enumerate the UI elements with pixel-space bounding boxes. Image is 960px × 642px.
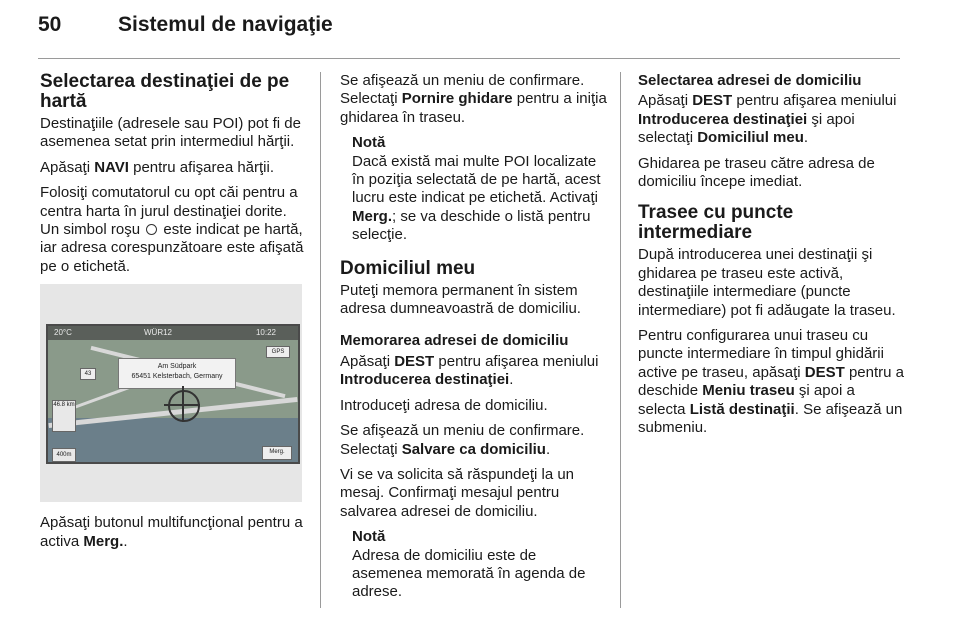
key-navi: NAVI — [94, 158, 129, 176]
gps-button: GPS — [266, 346, 290, 358]
map-area — [48, 340, 298, 462]
paragraph: Apăsaţi DEST pentru afişarea meniului Introducerea destinaţiei. — [340, 352, 599, 389]
note-block: Notă Dacă există mai multe POI localizate în poziţia selectată de pe hartă, acest lucru este indicat pe etichetă. Activaţi Merg.; se va deschide o listă pentru selecţie. — [352, 134, 601, 244]
paragraph: Apăsaţi DEST pentru afişarea meniului Introducerea destinaţiei şi apoi selectaţi Domiciliul meu. — [638, 92, 897, 147]
address-label: Am Südpark 65451 Kelsterbach, Germany — [118, 358, 236, 389]
road-number: 43 — [80, 368, 96, 380]
section-heading: Selectarea destinaţiei de pe hartă — [40, 71, 290, 112]
map-scale: 400m — [52, 448, 76, 462]
column-divider — [620, 72, 621, 608]
distance-readout: 46.8 km — [52, 400, 76, 432]
page-number: 50 — [38, 13, 62, 36]
subheading: Selectarea adresei de domiciliu — [638, 72, 862, 89]
map-display — [46, 324, 300, 464]
paragraph: Introduceţi adresa de domiciliu. — [340, 396, 548, 414]
note-title: Notă — [352, 528, 386, 546]
column-divider — [320, 72, 321, 608]
current-street: WÜR12 — [144, 328, 173, 338]
paragraph: Ghidarea pe traseu către adresa de domiciliu începe imediat. — [638, 154, 875, 191]
paragraph: Apăsaţi NAVI pentru afişarea hărţii. — [40, 158, 275, 176]
paragraph: Apăsaţi butonul multifuncţional pentru a activa Merg.. — [40, 514, 303, 550]
paragraph: După introducerea unei destinaţii şi ghidarea pe traseu este activă, destinaţiile intermediare (puncte intermediare) pot fi adăugate la traseu. — [638, 246, 896, 319]
paragraph: Pentru configurarea unui traseu cu puncte intermediare în timpul ghidării active pe traseu, apăsaţi DEST pentru a deschide Meniu traseu şi apoi a selecta Listă destinaţii. Se afişează un submeniu. — [638, 327, 904, 437]
paragraph: Puteţi memora permanent în sistem adresa dumneavoastră de domiciliu. — [340, 281, 581, 318]
screen-status-bar — [48, 326, 298, 340]
subheading: Memorarea adresei de domiciliu — [340, 332, 569, 350]
column-3 — [638, 72, 906, 445]
paragraph: Destinaţiile (adresele sau POI) pot fi de asemenea setat prin intermediul hărţii. — [40, 115, 301, 151]
page-title: Sistemul de navigaţie — [118, 13, 333, 36]
section-heading: Domiciliul meu — [340, 257, 476, 279]
header-rule — [38, 58, 900, 59]
page-header — [0, 0, 960, 56]
note-title: Notă — [352, 134, 386, 152]
clock: 10:22 — [255, 328, 276, 338]
navigation-screen-photo — [40, 284, 302, 502]
note-block: Notă Adresa de domiciliu este de asemenea memorată în agenda de adrese. — [352, 528, 586, 601]
merg-button: Merg. — [262, 446, 292, 460]
paragraph: Se afişează un meniu de confirmare. Selectaţi Salvare ca domiciliu. — [340, 422, 585, 458]
section-heading: Trasee cu puncte intermediare — [638, 202, 794, 244]
column-2 — [340, 72, 608, 602]
circle-symbol-icon — [146, 224, 157, 235]
crosshair-icon — [168, 390, 200, 422]
column-1 — [40, 72, 308, 558]
paragraph: Se afişează un meniu de confirmare. Selectaţi Pornire ghidare pentru a iniţia ghidarea în traseu. — [340, 72, 607, 126]
paragraph: Folosiţi comutatorul cu opt căi pentru a centra harta în jurul destinaţiei dorite. Un simbol roşu este indicat pe hartă, iar adresa corespunzătoare este afişată pe o etichetă. — [40, 184, 304, 275]
river — [48, 418, 298, 462]
paragraph: Vi se va solicita să răspundeţi la un mesaj. Confirmaţi mesajul pentru salvarea adresei de domiciliu. — [340, 465, 575, 520]
temperature: 20°C — [54, 328, 72, 338]
